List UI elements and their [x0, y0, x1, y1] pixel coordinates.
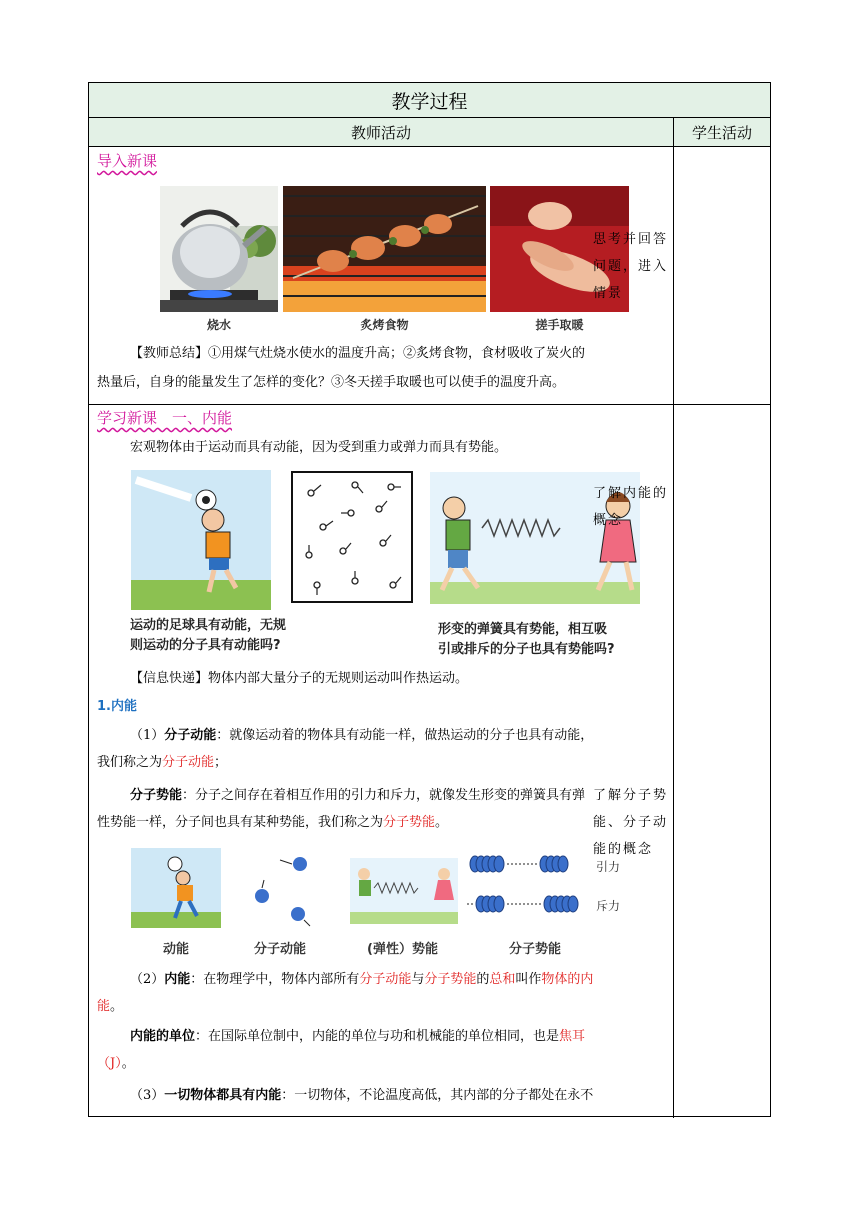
all-objects-have-internal-energy [130, 1083, 675, 1109]
k2-line2-pre: 性势能一样，分子间也具有某种势能，我们称之为 [97, 815, 384, 830]
intro-student-activity: 思考并回答问题，进入情景 [593, 232, 669, 301]
caption-elastic-potential: (弹性）势能 [367, 942, 438, 957]
caption-rubbing-hands: 搓手取暖 [535, 318, 584, 332]
caption-molecular-kinetic: 分子动能 [253, 942, 306, 957]
col-student-header: 学生活动 [691, 123, 752, 142]
k3-r2: 分子势能 [424, 972, 477, 987]
k3-t1: ：在物理学中，物体内部所有 [190, 972, 360, 987]
attraction-label: 引力 [596, 860, 621, 874]
internal-energy-definition [130, 967, 675, 993]
k5-text: ：一切物体，不论温度高低，其内部的分子都处在永不 [281, 1088, 594, 1103]
k4-text: ：在国际单位制中，内能的单位与功和机械能的单位相同，也是 [195, 1029, 560, 1044]
molecule-motion-image [291, 471, 413, 603]
col-teacher-header: 教师活动 [350, 123, 411, 142]
k3-prefix: （2） [130, 972, 165, 987]
kettle-image [160, 186, 278, 312]
k3-t3: 的 [476, 972, 490, 987]
internal-energy-definition-line2 [97, 994, 677, 1020]
caption-molecular-potential: 分子势能 [508, 942, 561, 957]
k3-line2-post: 。 [110, 999, 124, 1014]
caption-boiling: 烧水 [206, 318, 231, 332]
k1-text: ：就像运动着的物体具有动能一样，做热运动的分子也具有动能， [216, 728, 594, 743]
molecular-kinetic-figure [240, 848, 325, 928]
k1-highlight: 分子动能 [162, 755, 215, 770]
k3-term: 内能 [164, 972, 191, 987]
table-title-text: 教学过程 [391, 90, 468, 113]
intro-heading: 导入新课 [97, 152, 158, 170]
k5-term: 一切物体都具有内能 [164, 1088, 282, 1103]
molecular-potential-energy-line2 [97, 810, 677, 836]
lesson-para1: 宏观物体由于运动而具有动能，因为受到重力或弹力而具有势能。 [130, 440, 508, 455]
football-header-image [131, 470, 271, 610]
lesson-student-activity-2: 了解分子势能、分子动能的概念 [593, 788, 669, 857]
k2-term: 分子势能 [130, 788, 183, 803]
intro-summary-line2: 热量后，自身的能量发生了怎样的变化？③冬天搓手取暖也可以使手的温度升高。 [97, 375, 566, 390]
football-caption-2: 则运动的分子具有动能吗? [130, 638, 281, 653]
k4-term: 内能的单位 [130, 1029, 196, 1044]
subsection-internal-energy: 1.内能 [97, 699, 137, 714]
k1-term: 分子动能 [164, 728, 217, 743]
table-header-row [89, 118, 770, 147]
k1-prefix: （1） [130, 728, 165, 743]
k1-line2-pre: 我们称之为 [97, 755, 163, 770]
k1-line2-post: ； [214, 755, 228, 770]
k4-red1: 焦耳 [559, 1029, 586, 1044]
k3-r4: 物体的内 [541, 972, 594, 987]
caption-barbecue: 炙烤食物 [360, 318, 409, 332]
table-title [89, 83, 770, 118]
k3-r3: 总和 [489, 972, 516, 987]
internal-energy-unit [130, 1024, 675, 1050]
column-divider [673, 118, 674, 147]
kinetic-energy-figure [131, 848, 221, 928]
internal-energy-unit-line2 [97, 1051, 677, 1077]
k5-prefix: （3） [130, 1088, 165, 1103]
k2-text: ：分子之间存在着相互作用的引力和斥力，就像发生形变的弹簧具有弹 [182, 788, 586, 803]
k3-t4: 叫作 [515, 972, 542, 987]
elastic-potential-figure [350, 858, 458, 924]
k2-line2-post: 。 [435, 815, 449, 830]
caption-kinetic: 动能 [162, 942, 189, 957]
lesson-student-activity-1: 了解内能的概念 [593, 486, 669, 528]
info-express: 【信息快递】物体内部大量分子的无规则运动叫作热运动。 [130, 671, 469, 686]
molecular-kinetic-energy-para [130, 723, 675, 749]
barbecue-image [283, 186, 486, 312]
intro-summary-line1: 【教师总结】①用煤气灶烧水使水的温度升高；②炙烤食物，食材吸收了炭火的 [130, 346, 586, 361]
repulsion-label: 斥力 [596, 899, 621, 913]
spring-caption-2: 引或排斥的分子也具有势能吗? [438, 642, 615, 657]
k3-t2: 与 [411, 972, 425, 987]
football-caption-1: 运动的足球具有动能，无规 [130, 618, 287, 633]
k4-red2: （J） [97, 1056, 122, 1071]
lesson-heading: 学习新课 一、内能 [97, 409, 233, 427]
spring-caption-1: 形变的弹簧具有势能，相互吸 [438, 622, 608, 637]
k3-r1: 分子动能 [359, 972, 412, 987]
k4-post: 。 [121, 1056, 135, 1071]
molecular-kinetic-energy-line2 [97, 750, 677, 776]
k3-line2-red: 能 [97, 999, 111, 1014]
k2-highlight: 分子势能 [383, 815, 436, 830]
molecular-potential-figure [467, 852, 587, 922]
